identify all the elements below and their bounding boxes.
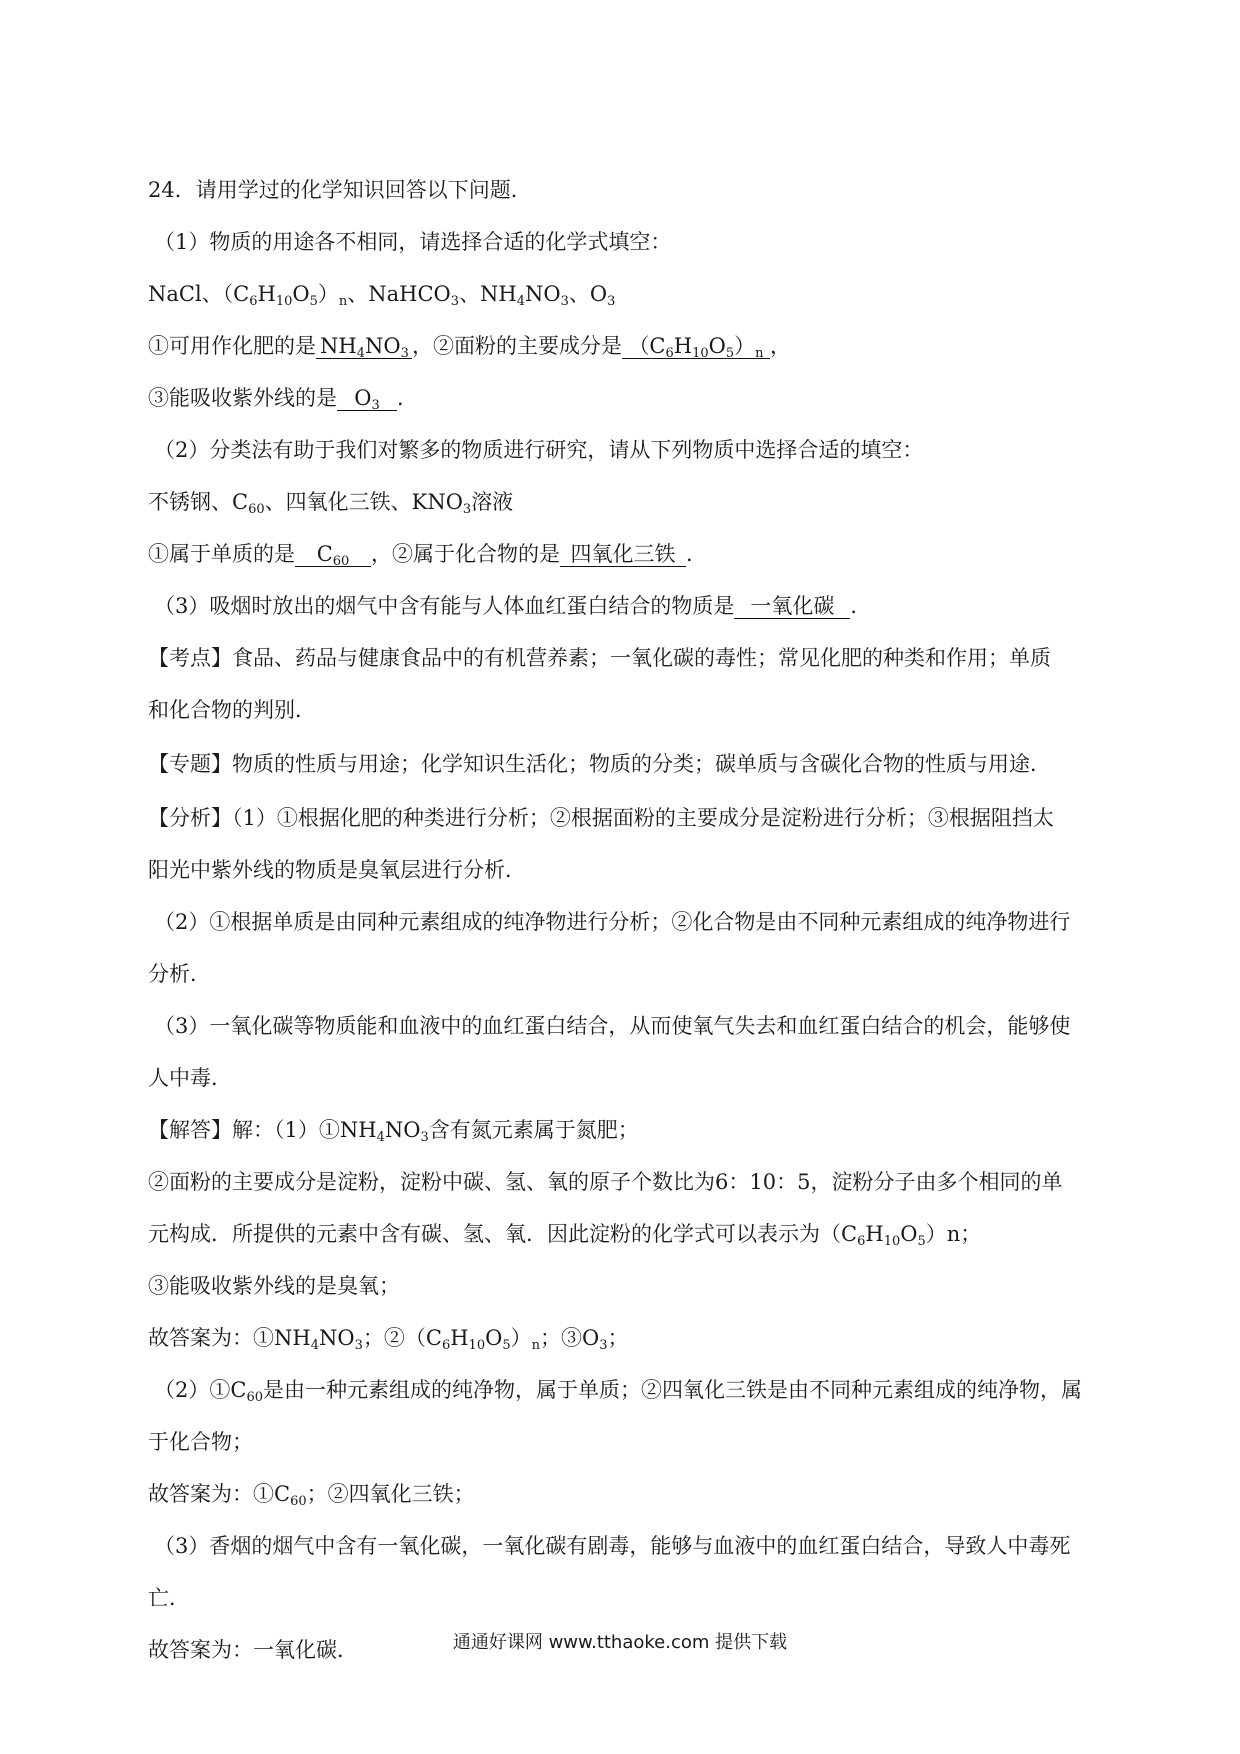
fenxi-line-3: （2）①根据单质是由同种元素组成的纯净物进行分析；②化合物是由不同种元素组成的纯净物进行 xyxy=(154,910,1071,934)
jieda-line-4: ③能吸收紫外线的是臭氧； xyxy=(148,1274,400,1298)
answer-blank-flour: $(C_6H_{10}O_5)_n$ xyxy=(622,334,770,359)
kaodian-line-1: 【考点】食品、药品与健康食品中的有机营养素；一氧化碳的毒性；常见化肥的种类和作用；单质 xyxy=(148,646,1051,670)
part2-options: 不锈钢、$C_{60}$、四氧化三铁、$KNO_3$溶液 xyxy=(148,490,514,517)
part1-prompt: （1）物质的用途各不相同，请选择合适的化学式填空： xyxy=(154,230,672,254)
jieda-line-5: 故答案为：$①NH_4NO_3$；$②(C_6H_{10}O_5)_n$；$③O_3$； xyxy=(148,1326,629,1353)
part2-prompt: （2）分类法有助于我们对繁多的物质进行研究，请从下列物质中选择合适的填空： xyxy=(154,438,924,462)
answer-blank-fertilizer: $NH_4NO_3$ xyxy=(316,334,412,359)
jieda-line-11: 故答案为：一氧化碳． xyxy=(148,1638,358,1662)
jieda-line-10: 亡． xyxy=(148,1586,190,1610)
answer-blank-uv: $O_3$ xyxy=(337,386,397,411)
jieda-line-9: （3）香烟的烟气中含有一氧化碳，一氧化碳有剧毒，能够与血液中的血红蛋白结合，导致人中毒死 xyxy=(154,1534,1071,1558)
fenxi-line-4: 分析． xyxy=(148,962,211,986)
jieda-line-6: $(2)①C_{60}$是由一种元素组成的纯净物，属于单质；②四氧化三铁是由不同种元素组成的纯净物，属 xyxy=(154,1378,1082,1405)
part3-prompt: （3）吸烟时放出的烟气中含有能与人体血红蛋白结合的物质是 一氧化碳 ． xyxy=(154,594,872,618)
part2-q1: ①属于单质的是 $C_{60}$ ，②属于化合物的是 四氧化三铁 ． xyxy=(148,542,707,569)
fenxi-line-5: （3）一氧化碳等物质能和血液中的血红蛋白结合，从而使氧气失去和血红蛋白结合的机会，能够使 xyxy=(154,1014,1071,1038)
zhuanti-line: 【专题】物质的性质与用途；化学知识生活化；物质的分类；碳单质与含碳化合物的性质与用途． xyxy=(148,752,1051,776)
part1-q1: ①可用作化肥的是 $NH_4NO_3$ ，②面粉的主要成分是 $(C_6H_{10}O_5)_n$ ， xyxy=(148,334,791,361)
question-title: 24．请用学过的化学知识回答以下问题． xyxy=(148,178,532,202)
jieda-line-1: 【解答】解：$(1)①NH_4NO_3$含有氮元素属于氮肥； xyxy=(148,1118,639,1145)
jieda-line-3: 元构成．所提供的元素中含有碳、氢、氧．因此淀粉的化学式可以表示为$(C_6H_{10}O_5)n$； xyxy=(148,1222,982,1249)
fenxi-line-1: 【分析】（1）①根据化肥的种类进行分析；②根据面粉的主要成分是淀粉进行分析；③根据阻挡太 xyxy=(148,806,1054,830)
answer-blank-smoke: 一氧化碳 xyxy=(734,594,850,619)
part1-q3: ③能吸收紫外线的是 $O_3$ ． xyxy=(148,386,418,413)
jieda-line-8: 故答案为：$①C_{60}$；②四氧化三铁； xyxy=(148,1482,475,1509)
jieda-line-7: 于化合物； xyxy=(148,1430,253,1454)
fenxi-line-6: 人中毒． xyxy=(148,1066,232,1090)
part1-options: NaCl、$(C_6H_{10}O_5)_n$、NaHCO$_3$、$NH_4NO_3$、$O_3$ xyxy=(148,282,616,309)
kaodian-line-2: 和化合物的判别． xyxy=(148,698,316,722)
fenxi-line-2: 阳光中紫外线的物质是臭氧层进行分析． xyxy=(148,858,526,882)
footer-watermark: 通通好课网 www.tthaoke.com 提供下载 xyxy=(452,1632,788,1653)
answer-blank-element: $C_{60}$ xyxy=(295,542,371,567)
jieda-line-2: ②面粉的主要成分是淀粉，淀粉中碳、氢、氧的原子个数比为6：10：5，淀粉分子由多个相同的单 xyxy=(148,1170,1063,1194)
answer-blank-compound: 四氧化三铁 xyxy=(560,542,686,567)
